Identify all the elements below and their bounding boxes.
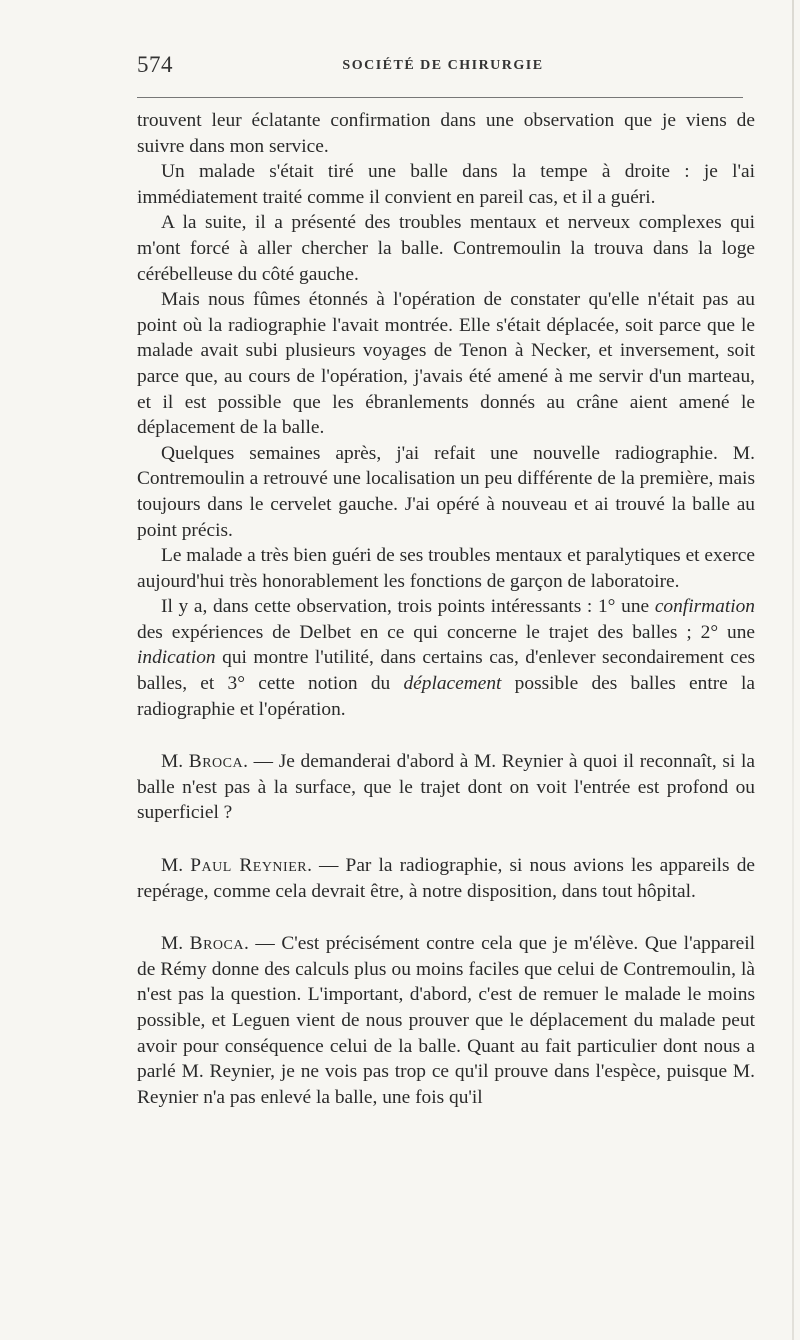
speech-text: . — C'est précisément contre cela que je m'élève. Que l'appareil de Rémy donne des calculs plus ou moins faciles que celui de Contremoulin, là n'est pas la question. L'important, d'abord, c'est de remuer le malade le moins possible, et Leguen vient de nous prouver que le déplacement du malade peut avoir pour conséquence celui de la balle. Quant au fait particulier dont nous a parlé M. Reynier, je ne vois pas trop ce qu'il prouve dans l'espèce, puisque M. Reynier n'a pas enlevé la balle, une fois qu'il (137, 933, 756, 1108)
text-run: possible des balles entre la radiographie et l'opération. (137, 673, 755, 720)
speech-text: . — Je demanderai d'abord à M. Reynier à quoi il reconnaît, si la balle n'est pas à la surface, que le trajet dont on voit l'entrée est profond ou superficiel ? (137, 751, 755, 824)
paragraph: A la suite, il a présenté des troubles mentaux et nerveux complexes qui m'ont forcé à aller chercher la balle. Contremoulin la trouva dans la loge cérébelleuse du côté gauche. (137, 212, 755, 285)
page-edge (792, 0, 794, 1340)
paragraph: Un malade s'était tiré une balle dans la tempe à droite : je l'ai immédiatement traité comme il convient en pareil cas, et il a guéri. (137, 161, 755, 208)
spacer (137, 722, 755, 749)
italic-term: confirmation (654, 596, 755, 618)
speaker-prefix: M. (161, 855, 191, 877)
speaker-name: Broca (189, 933, 244, 955)
speech-reynier (137, 853, 755, 904)
speech-broca-2 (137, 931, 755, 1110)
page-number: 574 (137, 52, 173, 77)
speech-broca-1 (137, 749, 755, 826)
page-header (137, 52, 749, 82)
speaker-name: Broca (188, 751, 244, 773)
paragraph-three-points (137, 594, 755, 722)
paragraph: Quelques semaines après, j'ai refait une nouvelle radiographie. M. Contremoulin a retrouvé une localisation un peu différente de la première, mais toujours dans le cervelet gauche. J'ai opéré à nouveau et ai trouvé la balle au point précis. (137, 442, 755, 541)
paragraph: Le malade a très bien guéri de ses troubles mentaux et paralytiques et exerce aujourd'hui très honorablement les fonctions de garçon de laboratoire. (137, 545, 755, 592)
paragraph-continuation: trouvent leur éclatante confirmation dans une observation que je viens de suivre dans mon service. (137, 110, 755, 157)
spacer (137, 826, 755, 853)
speech-text: . — Par la radiographie, si nous avions les appareils de repérage, comme cela devrait être, à notre disposition, dans tout hôpital. (137, 855, 755, 902)
speaker-prefix: M. (161, 933, 190, 955)
body-text (137, 108, 755, 1110)
header-rule (137, 97, 743, 98)
text-run: des expériences de Delbet en ce qui concerne le trajet des balles ; 2° une (137, 621, 755, 643)
italic-term: déplacement (403, 673, 502, 695)
spacer (137, 904, 755, 931)
italic-term: indication (137, 647, 216, 669)
running-title: SOCIÉTÉ DE CHIRURGIE (342, 58, 544, 73)
text-run: qui montre l'utilité, dans certains cas, d'enlever secondairement ces balles, et 3° cette notion du (137, 647, 755, 695)
paragraph: Mais nous fûmes étonnés à l'opération de constater qu'elle n'était pas au point où la radiographie l'avait montrée. Elle s'était déplacée, soit parce que le malade avait subi plusieurs voyages de Tenon à Necker, et inversement, soit parce que, au cours de l'opération, j'avais été amené à me servir d'un marteau, et il est possible que les ébranlements donnés au crâne aient amené le déplacement de la balle. (137, 289, 755, 439)
speaker-prefix: M. (161, 751, 189, 773)
speaker-name: Paul Reynier (190, 855, 308, 877)
text-run: Il y a, dans cette observation, trois points intéressants : 1° une (161, 596, 655, 618)
